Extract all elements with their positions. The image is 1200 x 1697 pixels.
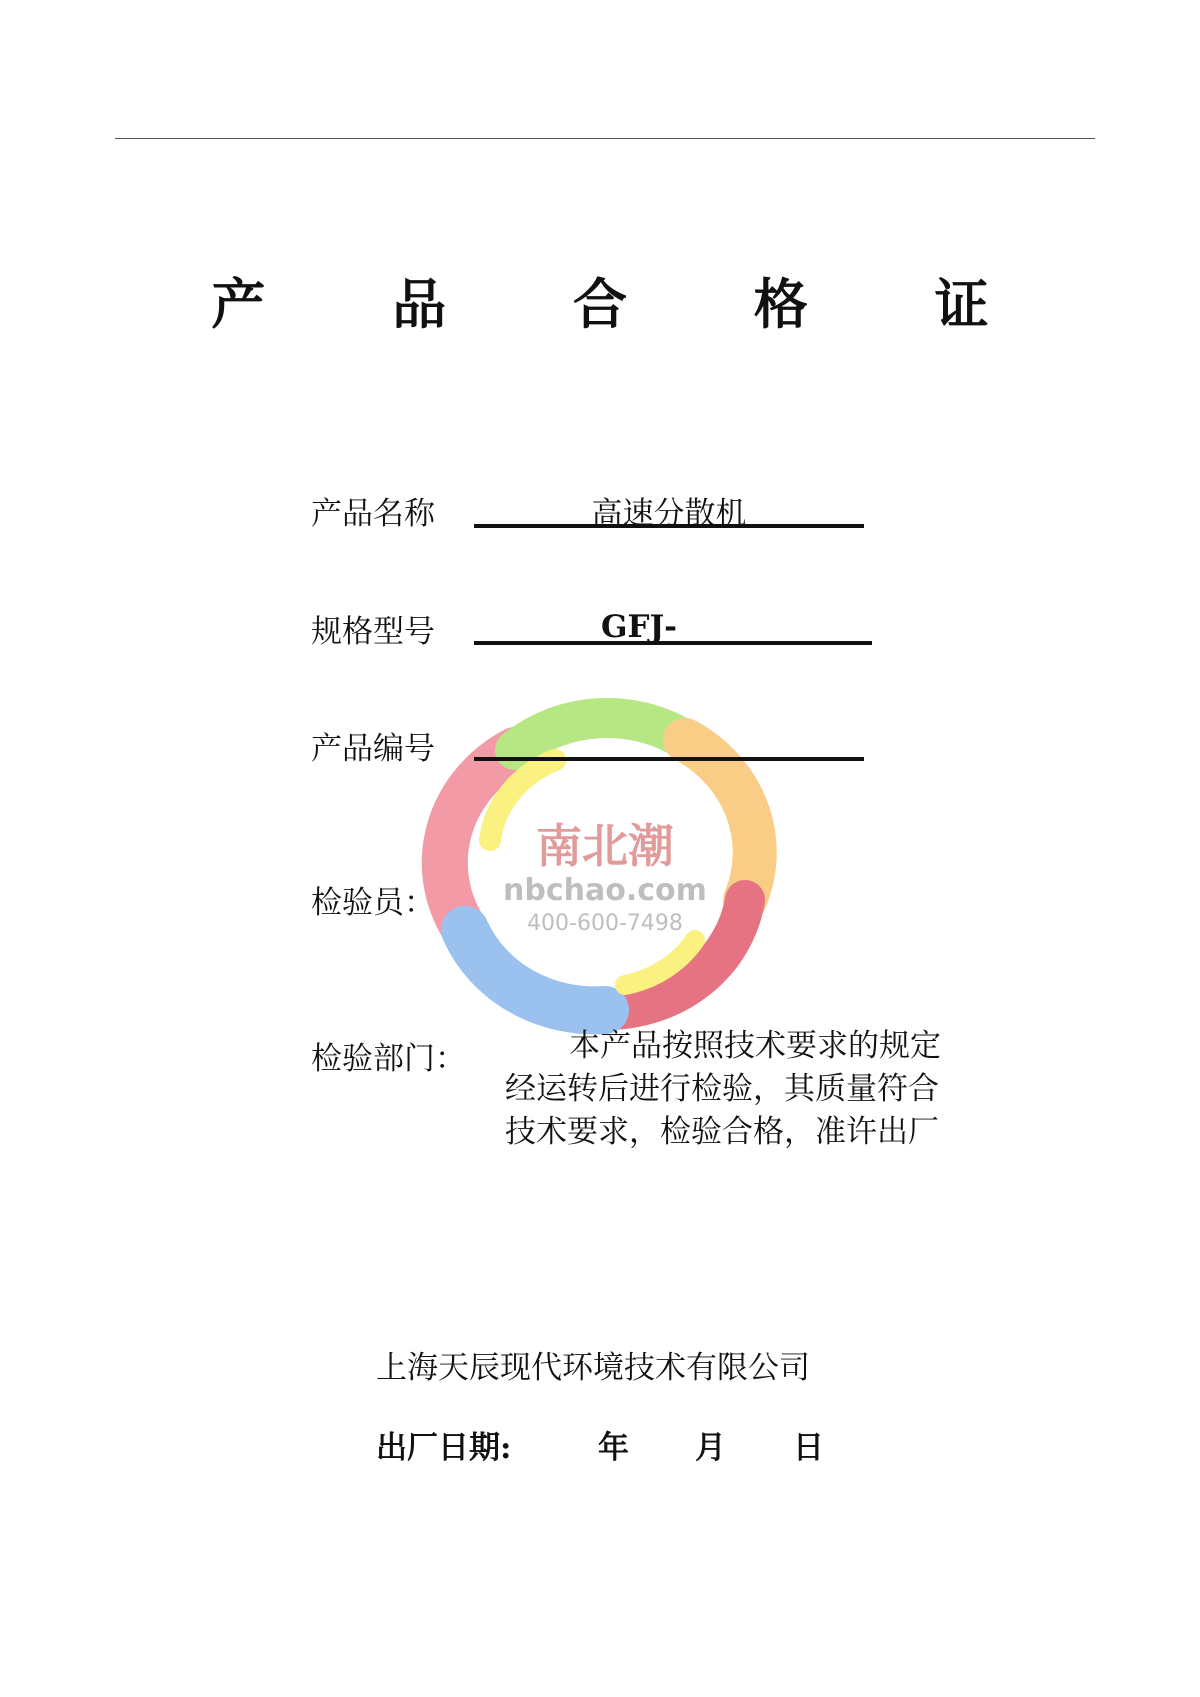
inspector-label: 检验员： <box>311 885 435 921</box>
statement-line-2: 经运转后进行检验，其质量符合 <box>505 1071 939 1107</box>
model-label: 规格型号 <box>311 614 435 650</box>
statement-line-3: 技术要求，检验合格，准许出厂 <box>505 1114 939 1150</box>
product-name-label: 产品名称 <box>311 496 435 532</box>
date-year: 年 <box>598 1430 629 1466</box>
serial-label: 产品编号 <box>311 731 435 767</box>
company-name: 上海天辰现代环境技术有限公司 <box>376 1350 810 1386</box>
watermark-logo <box>395 690 815 1050</box>
department-label: 检验部门： <box>311 1041 466 1077</box>
date-month: 月 <box>695 1430 726 1466</box>
watermark-site: nbchao.com <box>503 873 707 908</box>
serial-underline <box>474 757 864 761</box>
watermark-name: 南北潮 <box>536 819 674 873</box>
watermark-phone: 400-600-7498 <box>527 911 683 936</box>
header-rule <box>115 138 1095 139</box>
model-value: GFJ- <box>600 609 678 645</box>
product-name-underline <box>474 524 864 528</box>
product-name-value: 高速分散机 <box>591 496 747 532</box>
date-label: 出厂日期: <box>376 1430 512 1466</box>
inspection-statement <box>505 1025 985 1154</box>
date-day: 日 <box>793 1430 824 1466</box>
page-title: 产 品 合 格 证 <box>211 272 1043 336</box>
model-underline <box>474 641 872 645</box>
statement-line-1: 本产品按照技术要求的规定 <box>569 1028 941 1064</box>
